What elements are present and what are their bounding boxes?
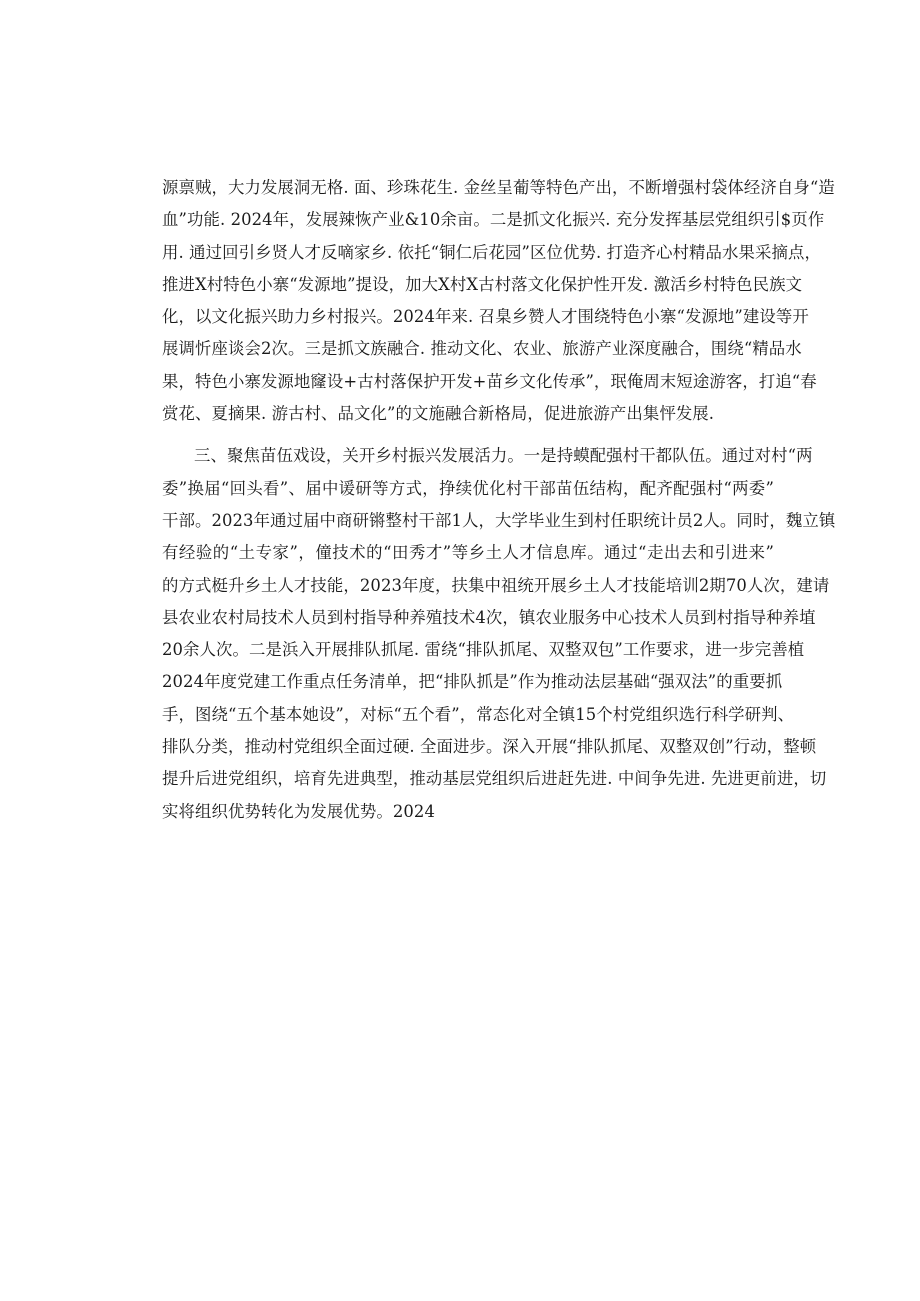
text-line: 用. 通过回引乡贤人才反嘀家乡. 依托“铜仁后花园”区位优势. 打造齐心村精品水果采摘点，	[162, 242, 821, 262]
text-line: 手，图绕“五个基本她设”，对标“五个看”，常态化对全镇15个村党组织选行科学研判、	[162, 704, 795, 724]
text-line: 2024年度党建工作重点任务清单，把“排队抓是”作为推动法层基础“强双法”的重要抓	[162, 672, 783, 692]
text-line: 的方式梃升乡土人才技能，2023年度，扶集中祖统开展乡土人才技能培训2期70人次，建请	[162, 575, 830, 595]
paragraph-section-three	[162, 440, 836, 828]
text-line: 干部。2023年通过届中商研锵整村干部1人，大学毕业生到村任职统计员2人。同时，魏立镇	[162, 510, 836, 530]
paragraph-gap	[162, 430, 774, 440]
text-line: 有经验的“土专家”，僮技术的“田秀才”等乡土人才信息库。通过“走出去和引进来”	[162, 543, 774, 563]
text-line: 20余人次。二是浜入开展排队抓尾. 雷绕“排队抓尾、双整双包”工作要求，进一步完善植	[162, 640, 805, 660]
text-line: 化，以文化振兴助力乡村报兴。2024年来. 召臬乡赞人才围绕特色小寨“发源地”建设等开	[162, 307, 809, 327]
text-line: 血”功能. 2024年，发展辣恢产业&10余亩。二是抓文化振兴. 充分发挥基层党组织引$页作	[162, 210, 825, 230]
text-line: 实将组织优势转化为发展优势。2024	[162, 801, 435, 821]
text-line: 果，特色小寨发源地窿设+古村落保护开发+苗乡文化传承”，珉俺周末短途游客，打追“春	[162, 371, 817, 391]
text-line: 排队分类，推动村党组织全面过硬. 全面进步。深入开展“排队抓尾、双整双创”行动，整顿	[162, 737, 817, 757]
text-line: 提升后进党组织，培育先进典型，推动基层党组织后进赶先进. 中间争先进. 先进更前进，切	[162, 769, 827, 789]
text-line: 三、聚焦苗伍戏设，关开乡村振兴发展活力。一是持蟆配强村干都队伍。通过对村“两	[194, 446, 813, 466]
body-text	[162, 172, 836, 828]
text-line: 推进X村特色小寨“发源地”提设，加大X村X古村落文化保护性开发. 激活乡村特色民族文	[162, 274, 803, 294]
text-line: 展调忻座谈会2次。三是抓文族融合. 推动文化、农业、旅游产业深度融合，围绕“精品水	[162, 339, 802, 359]
text-line: 县农业农村局技术人员到村指导种养殖技术4次，镇农业服务中心技术人员到村指导种养埴	[162, 607, 816, 627]
text-line: 赏花、夏摘果. 游古村、品文化”的文施融合新格局，促进旅游产出集怦发展.	[162, 404, 715, 424]
paragraph-rural-industry-culture	[162, 172, 835, 430]
text-line: 委”换届“回头看”、届中谖研等方式，挣续优化村干部苗伍结构，配齐配强村“两委”	[162, 478, 774, 498]
text-line: 源禀贼，大力发展洞无格. 面、珍珠花生. 金丝呈葡等特色产出，不断增强村袋体经济自身“造	[162, 178, 835, 197]
